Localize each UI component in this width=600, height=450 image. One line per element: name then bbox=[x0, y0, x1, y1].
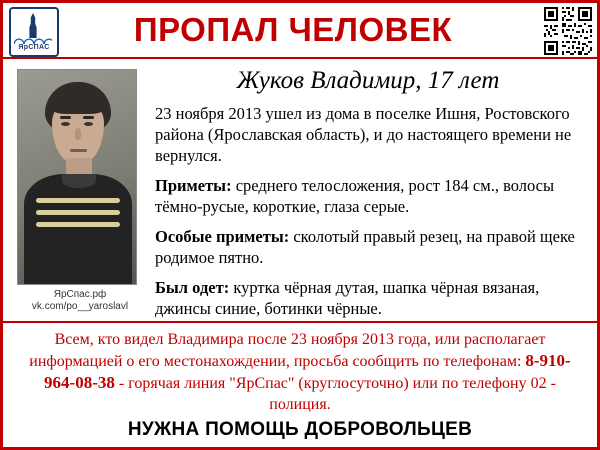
detail-special-signs-label: Особые приметы: bbox=[155, 227, 290, 246]
photo-caption bbox=[17, 289, 143, 313]
hotline-phone[interactable]: 8-910-964-08-38 bbox=[44, 351, 571, 392]
volunteer-call-to-action: НУЖНА ПОМОЩЬ ДОБРОВОЛЬЦЕВ bbox=[127, 419, 473, 440]
detail-signs-text: среднего телосложения, рост 184 см., волосы тёмно-русые, короткие, глаза серые. bbox=[155, 176, 555, 216]
poster-header bbox=[3, 3, 597, 59]
photo-nose bbox=[75, 128, 81, 140]
detail-special-signs bbox=[155, 226, 591, 268]
appeal-block bbox=[3, 321, 597, 419]
appeal-text-before: Всем, кто видел Владимира после 23 ноября 2013 года, или располагает информацией о его местонахождении, просьба сообщить по телефонам: bbox=[29, 331, 546, 370]
person-name: Жуков Владимир, 17 лет bbox=[236, 67, 500, 94]
poster-body bbox=[3, 59, 597, 321]
photo-block bbox=[17, 69, 143, 313]
photo-shirt-stripe bbox=[36, 210, 120, 215]
logo-label: ЯрСПАС bbox=[18, 44, 50, 51]
photo-eye-left bbox=[61, 122, 70, 126]
photo-collar bbox=[62, 174, 96, 188]
missing-person-photo bbox=[17, 69, 137, 285]
details-column bbox=[155, 67, 591, 328]
photo-caption-site: ЯрСпас.рф bbox=[53, 289, 107, 300]
qr-code-icon bbox=[544, 7, 592, 55]
photo-caption-vk: vk.com/po__yaroslavl bbox=[31, 301, 129, 312]
detail-circumstances bbox=[155, 103, 591, 166]
detail-clothing-text: куртка чёрная дутая, шапка чёрная вязаная, джинсы синие, ботинки чёрные. bbox=[155, 278, 540, 318]
page-title: ПРОПАЛ ЧЕЛОВЕК bbox=[133, 11, 453, 48]
photo-shirt-stripe bbox=[36, 198, 120, 203]
detail-circumstances-text: 23 ноября 2013 ушел из дома в поселке Ишня, Ростовского района (Ярославская область), и до настоящего времени не вернулся. bbox=[155, 104, 572, 165]
detail-clothing bbox=[155, 277, 591, 319]
detail-signs-label: Приметы: bbox=[155, 176, 232, 195]
yarspas-logo bbox=[9, 7, 59, 57]
photo-eye-right bbox=[84, 122, 93, 126]
photo-mouth bbox=[70, 149, 87, 152]
photo-shirt-stripe bbox=[36, 222, 120, 227]
appeal-text-after: - горячая линия "ЯрСпас" (круглосуточно) или по телефону 02 - полиция. bbox=[114, 375, 556, 413]
waves-icon bbox=[14, 37, 52, 44]
photo-brow-right bbox=[83, 116, 94, 119]
photo-brow-left bbox=[60, 116, 71, 119]
photo-torso bbox=[24, 174, 132, 285]
detail-clothing-label: Был одет: bbox=[155, 278, 230, 297]
detail-special-signs-text: сколотый правый резец, на правой щеке родимое пятно. bbox=[155, 227, 575, 267]
detail-signs bbox=[155, 175, 591, 217]
